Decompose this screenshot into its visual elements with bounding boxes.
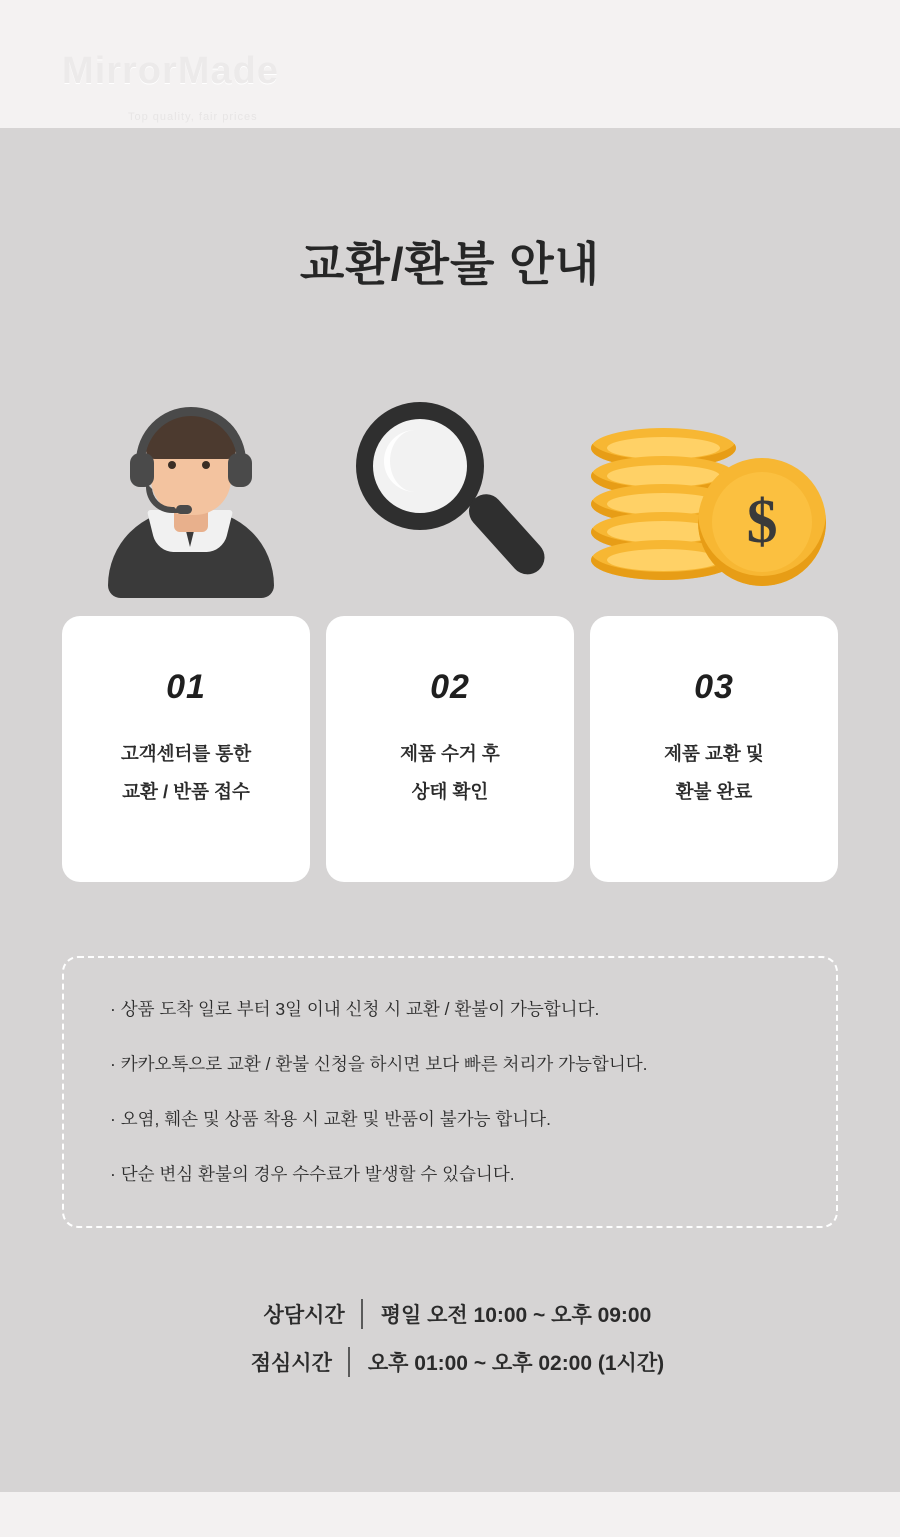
service-hours xyxy=(0,1290,900,1386)
step-text xyxy=(121,735,251,811)
icon-cell-magnifier xyxy=(321,368,580,598)
step-card-02 xyxy=(326,616,574,882)
magnifying-glass-icon xyxy=(350,398,550,598)
page-title: 교환/환불 안내 xyxy=(299,238,601,290)
coin-stack-icon xyxy=(591,383,826,598)
step-number: 02 xyxy=(430,668,470,706)
step-line-1: 제품 교환 및 xyxy=(664,743,764,764)
hours-label: 점심시간 xyxy=(250,1352,332,1375)
headset-agent-icon xyxy=(96,383,286,598)
step-card-01 xyxy=(62,616,310,882)
step-card-03 xyxy=(590,616,838,882)
hours-value: 오후 01:00 ~ 오후 02:00 (1시간) xyxy=(367,1352,665,1375)
policy-note: · 단순 변심 환불의 경우 수수료가 발생할 수 있습니다. xyxy=(110,1164,515,1184)
step-text xyxy=(664,735,764,811)
step-line-2: 상태 확인 xyxy=(411,781,489,802)
icon-row xyxy=(62,368,838,598)
step-text xyxy=(400,735,500,811)
brand-tagline: Top quality, fair prices xyxy=(128,111,258,123)
step-number: 03 xyxy=(694,668,734,706)
dollar-coin-icon xyxy=(698,458,826,586)
dollar-symbol: $ xyxy=(712,472,812,572)
icon-cell-coins xyxy=(579,368,838,598)
step-line-2: 환불 완료 xyxy=(675,781,753,802)
policy-notes-box xyxy=(62,956,838,1228)
step-cards xyxy=(62,616,838,882)
policy-note: · 상품 도착 일로 부터 3일 이내 신청 시 교환 / 환불이 가능합니다. xyxy=(110,999,600,1019)
policy-note: · 카카오톡으로 교환 / 환불 신청을 하시면 보다 빠른 처리가 가능합니다. xyxy=(110,1054,648,1074)
policy-note: · 오염, 훼손 및 상품 착용 시 교환 및 반품이 불가능 합니다. xyxy=(110,1109,551,1129)
hours-value: 평일 오전 10:00 ~ 오후 09:00 xyxy=(380,1304,652,1327)
step-number: 01 xyxy=(166,668,206,706)
icon-cell-agent xyxy=(62,368,321,598)
step-line-2: 교환 / 반품 접수 xyxy=(122,781,250,802)
step-line-1: 고객센터를 통한 xyxy=(120,743,252,764)
hours-label: 상담시간 xyxy=(263,1304,345,1327)
step-line-1: 제품 수거 후 xyxy=(400,743,500,764)
hours-row-consult xyxy=(249,1290,652,1338)
hours-row-lunch xyxy=(236,1338,664,1386)
brand-header xyxy=(0,0,900,128)
brand-logo: MirrorMade xyxy=(62,50,279,92)
footer-band xyxy=(0,1492,900,1537)
